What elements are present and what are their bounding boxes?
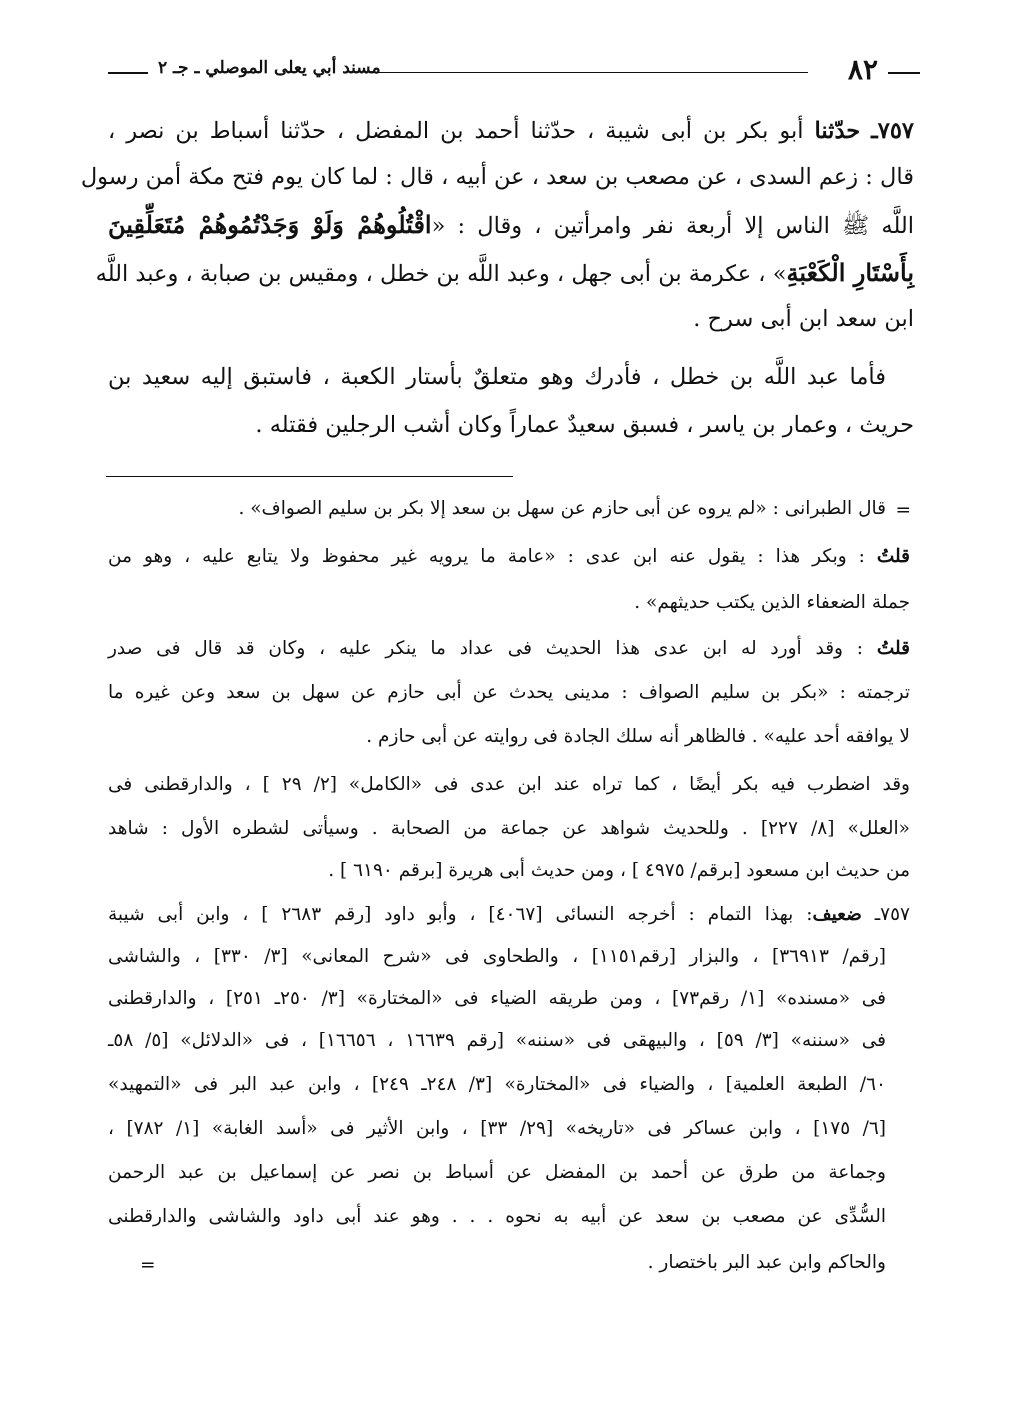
footnote-number: ٧٥٧ـ xyxy=(874,904,910,925)
footnote-line: ترجمته : «بكر بن سليم الصواف : مدينى يحدث عن أبى حازم عن سهل بن سعد وعن غيره ما xyxy=(108,682,910,703)
footnote-line: فى «مسنده» [١/ رقم٧٣] ، ومن طريقه الضياء فى «المختارة» [٣/ ٢٥٠ـ ٢٥١] ، والدارقطنى xyxy=(108,988,886,1009)
footnote-line: السُّدِّى عن مصعب بن سعد عن أبيه به نحوه . . . وهو عند أبى داود والشاشى والدارقطنى xyxy=(108,1206,886,1227)
page-number: ٨٢ xyxy=(847,53,878,86)
footnote-line: والحاكم وابن عبد البر باختصار . xyxy=(647,1252,886,1273)
header-dash-right xyxy=(888,72,920,74)
hadith-line-1: ٧٥٧ـ حدّثنا أبو بكر بن أبى شيبة ، حدّثنا أحمد بن المفضل ، حدّثنا أسباط بن نصر ، xyxy=(108,118,915,144)
footnote-757-first-line: ٧٥٧ـ ضعيف: بهذا التمام : أخرجه النسائى [٤٠٦٧] ، وأبو داود [رقم ٢٦٨٣ ] ، وابن أبى شيبة xyxy=(108,904,910,925)
hadith-line-5: ابن سعد ابن أبى سرح . xyxy=(693,306,914,332)
footnote-line: جملة الضعفاء الذين يكتب حديثهم» . xyxy=(634,592,910,613)
footnote-separator xyxy=(106,476,513,477)
footnote-line: [رقم/ ٣٦٩١٣] ، والبزار [رقم١١٥١] ، والطحاوى فى «شرح المعانى» [٣/ ٣٣٠] ، والشاشى xyxy=(108,946,886,967)
footnote-line: ٦٠/ الطبعة العلمية] ، والضياء فى «المختارة» [٣/ ٢٤٨ـ ٢٤٩] ، وابن عبد البر فى «التمهيد» xyxy=(108,1074,886,1095)
running-title: مسند أبي يعلى الموصلي ـ جـ ٢ xyxy=(158,58,381,78)
footnote-line: وقد اضطرب فيه بكر أيضًا ، كما تراه عند ابن عدى فى «الكامل» [٢/ ٢٩ ] ، والدارقطنى فى xyxy=(108,774,910,795)
footnote-line: «العلل» [٨/ ٢٢٧] . وللحديث شواهد عن جماعة من الصحابة . وسيأتى لشطره الأول : شاهد xyxy=(108,818,910,839)
footnote-line: قلتُ : وبكر هذا : يقول عنه ابن عدى : «عامة ما يرويه غير محفوظ ولا يتابع عليه ، وهو من xyxy=(108,546,910,567)
quran-quote: اقْتُلُوهُمْ وَلَوْ وَجَدْتُمُوهُمْ مُتَعَلِّقِينَ xyxy=(108,210,432,239)
footnote-line: لا يوافقه أحد عليه» . فالظاهر أنه سلك الجادة فى روايته عن أبى حازم . xyxy=(366,726,910,747)
hadith-line-2: قال : زعم السدى ، عن مصعب بن سعد ، عن أبيه ، قال : لما كان يوم فتح مكة أمن رسول xyxy=(80,164,914,190)
footnote-line: قلتُ : وقد أورد له ابن عدى هذا الحديث فى عداد ما ينكر عليه ، وكان قد قال فى صدر xyxy=(108,638,910,659)
header-rule xyxy=(370,72,808,73)
continuation-mark-end: = xyxy=(140,1255,156,1276)
hadith-para2-line-2: حريث ، وعمار بن ياسر ، فسبق سعيدٌ عماراً وكان أشب الرجلين فقتله . xyxy=(255,412,914,438)
footnote-line: [٦/ ١٧٥] ، وابن عساكر فى «تاريخه» [٢٩/ ٣٣] ، وابن الأثير فى «أسد الغابة» [١/ ٧٨٢] ، xyxy=(108,1118,887,1139)
hadith-number: ٧٥٧ـ xyxy=(871,118,915,144)
footnote-line: قال الطبرانى : «لم يروه عن أبى حازم عن سهل بن سعد إلا بكر بن سليم الصواف» . xyxy=(238,498,886,519)
header-dash-left xyxy=(108,72,148,74)
grade-label: ضعيف xyxy=(812,904,862,925)
running-header xyxy=(108,50,920,90)
quran-quote-cont: بِأَسْتَارِ الْكَعْبَةِ xyxy=(786,258,914,287)
hadith-line-4: بِأَسْتَارِ الْكَعْبَةِ» ، عكرمة بن أبى جهل ، وعبد اللَّه بن خطل ، ومقيس بن صبابة ، وعبد اللَّه xyxy=(95,258,914,287)
footnote-line: وجماعة من طرق عن أحمد بن المفضل عن أسباط بن نصر عن إسماعيل بن عبد الرحمن xyxy=(108,1162,886,1183)
hadith-lead: حدّثنا xyxy=(814,118,861,144)
hadith-line-3: اللَّه ﷺ الناس إلا أربعة نفر وامرأتين ، وقال : «اقْتُلُوهُمْ وَلَوْ وَجَدْتُمُوهُمْ مُتَعَلِّقِينَ xyxy=(108,210,915,239)
footnote-line: فى «سننه» [٣/ ٥٩] ، والبيهقى فى «سننه» [رقم ١٦٦٣٩ ، ١٦٦٥٦] ، فى «الدلائل» [٥/ ٥٨ـ xyxy=(108,1030,886,1051)
hadith-para2-line-1: فأما عبد اللَّه بن خطل ، فأدرك وهو متعلقٌ بأستار الكعبة ، فاستبق إليه سعيد بن xyxy=(108,364,886,390)
continuation-mark: = xyxy=(895,500,911,521)
footnote-line: من حديث ابن مسعود [برقم/ ٤٩٧٥ ] ، ومن حديث أبى هريرة [برقم ٦١٩٠ ] . xyxy=(328,860,910,881)
